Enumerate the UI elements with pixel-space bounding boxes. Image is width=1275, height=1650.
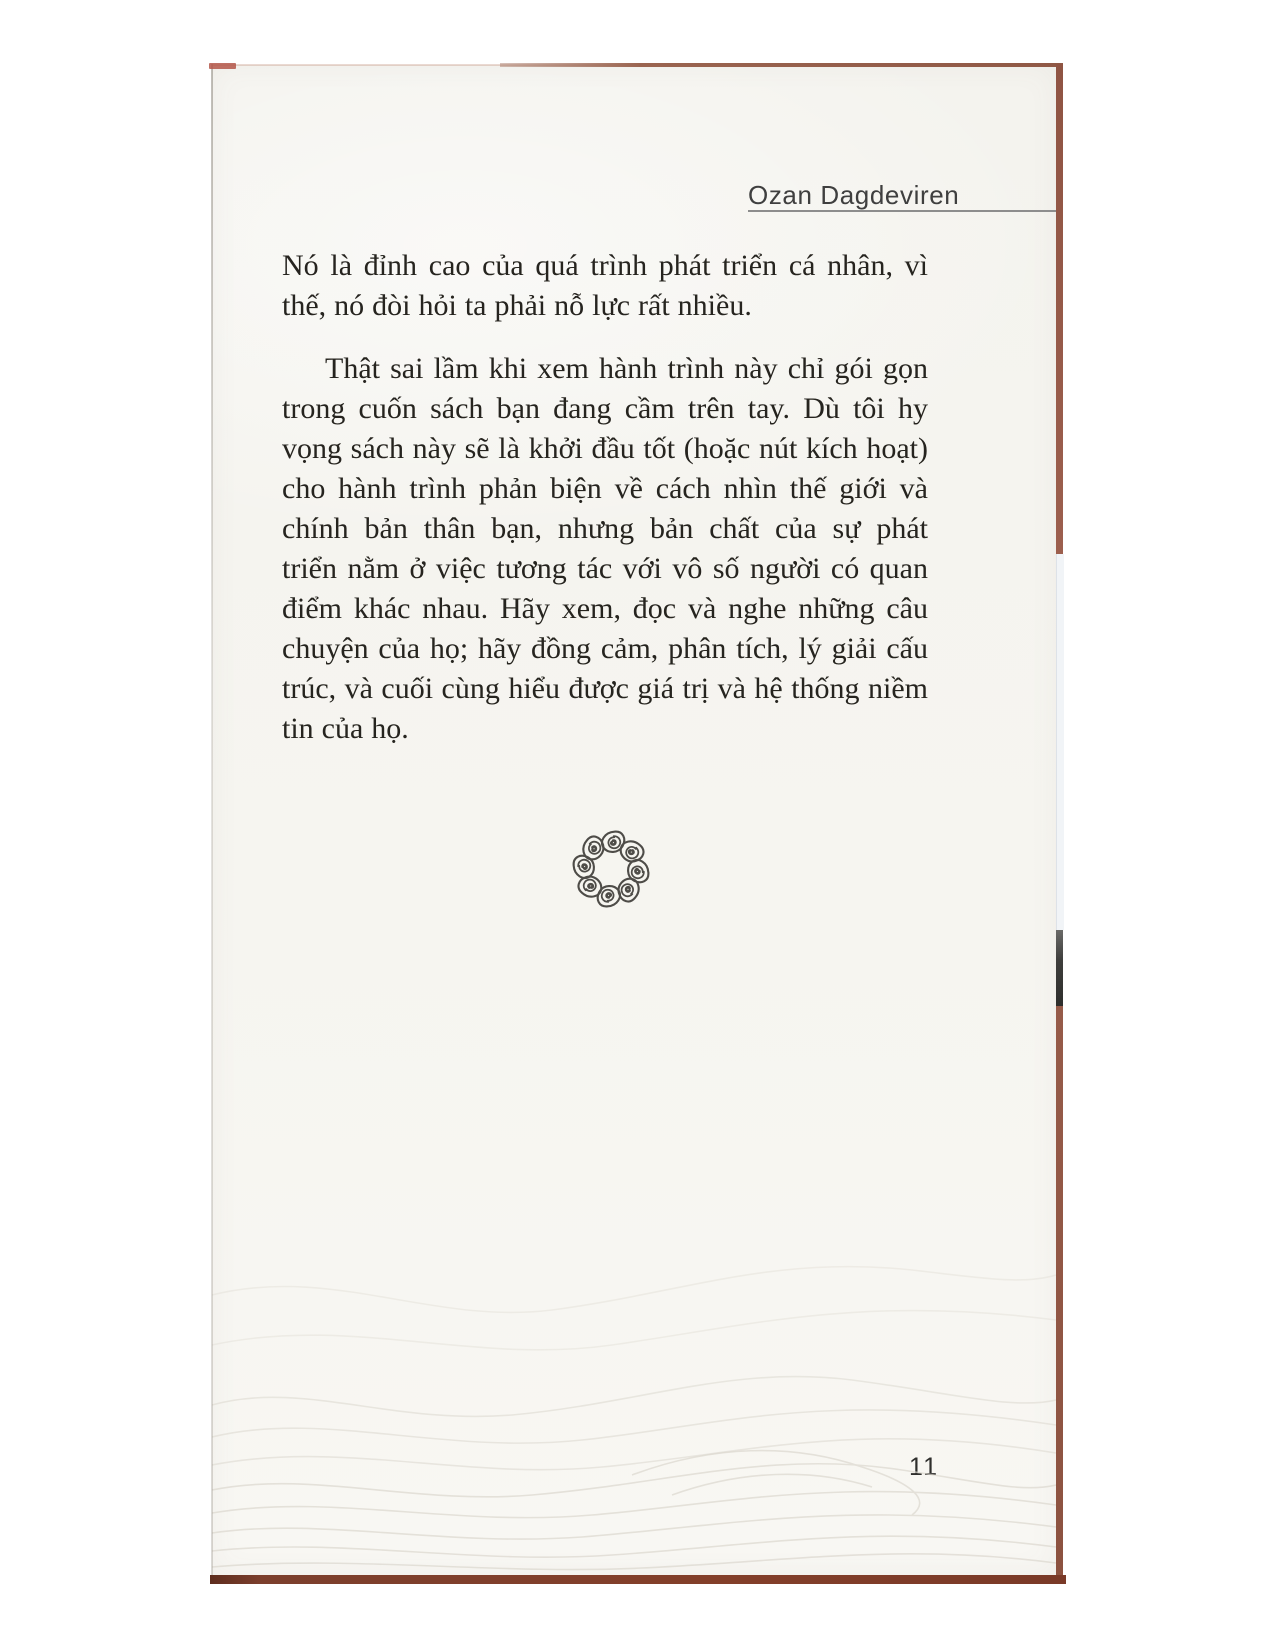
page-top-edge-brown — [500, 63, 1063, 67]
body-line: điểm khác nhau. Hãy xem, đọc và nghe những câu — [282, 592, 928, 625]
page-right-edge-pale — [1056, 554, 1064, 930]
body-line: vọng sách này sẽ là khởi đầu tốt (hoặc nút kích hoạt) — [282, 432, 928, 465]
running-head-author: Ozan Dagdeviren — [748, 180, 960, 210]
body-line: cho hành trình phản biện về cách nhìn thế giới và — [282, 472, 928, 505]
body-line: Thật sai lầm khi xem hành trình này chỉ gói gọn — [325, 352, 928, 385]
page-bottom-edge-brown — [210, 1575, 1066, 1584]
running-header — [748, 182, 1056, 212]
page-right-edge-brown-bottom — [1056, 1006, 1063, 1584]
page-number: 11 — [909, 1453, 939, 1481]
body-line: trong cuốn sách bạn đang cầm trên tay. Dù tôi hy — [282, 392, 928, 425]
rosette-ornament-svg — [567, 823, 655, 915]
body-line: chuyện của họ; hãy đồng cảm, phân tích, lý giải cấu — [282, 632, 928, 665]
body-text — [282, 246, 928, 749]
body-line: trúc, và cuối cùng hiểu được giá trị và hệ thống niềm — [282, 672, 928, 705]
page-right-edge-brown-top — [1056, 64, 1063, 554]
body-line: triển nằm ở việc tương tác với vô số người có quan — [282, 552, 928, 585]
page-left-edge — [211, 64, 213, 1584]
body-line: chính bản thân bạn, nhưng bản chất của sự phát — [282, 512, 928, 545]
paper-wave-texture — [212, 1175, 1056, 1575]
body-line: thế, nó đòi hỏi ta phải nỗ lực rất nhiều. — [282, 289, 752, 322]
book-page — [212, 65, 1056, 1575]
corner-red-mark — [209, 63, 236, 69]
paragraph — [282, 349, 928, 749]
paragraph — [282, 246, 928, 326]
rosette-ornament-icon — [567, 823, 655, 915]
body-line: Nó là đỉnh cao của quá trình phát triển cá nhân, vì — [282, 249, 928, 282]
page-right-edge-dark — [1056, 930, 1063, 1006]
body-line: tin của họ. — [282, 712, 409, 745]
